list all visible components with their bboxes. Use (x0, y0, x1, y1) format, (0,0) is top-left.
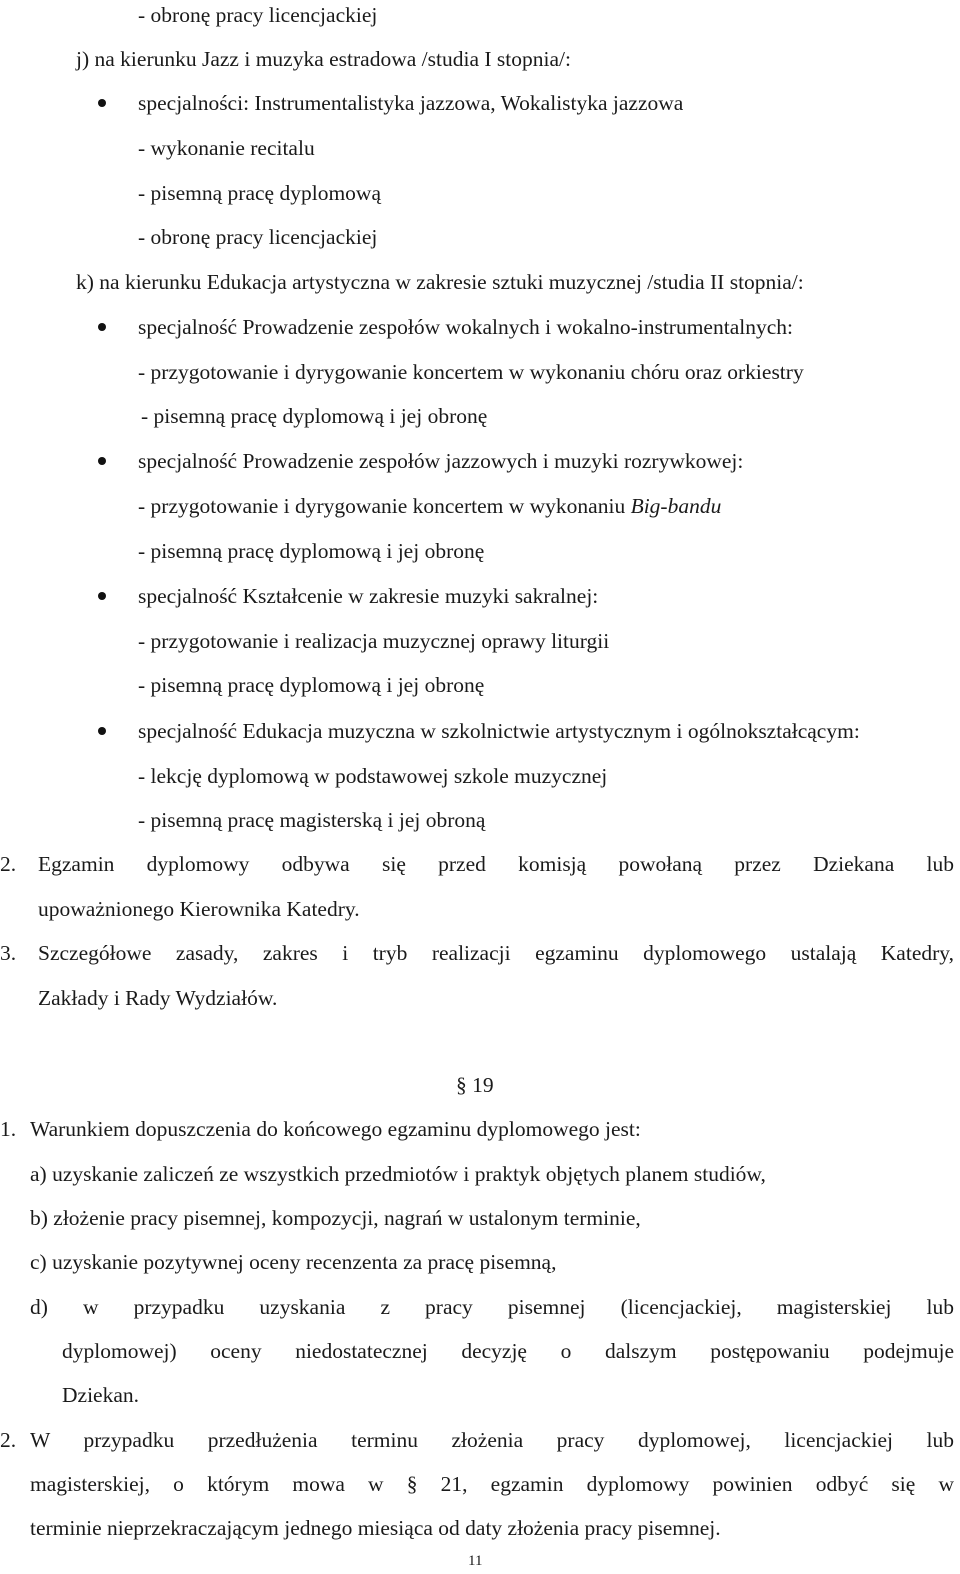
list-line: - pisemną pracę dyplomową i jej obronę (138, 673, 485, 697)
specialization-line: specjalność Prowadzenie zespołów jazzowych i muzyki rozrywkowej: (138, 449, 744, 473)
section-heading-k: k) na kierunku Edukacja artystyczna w zakresie sztuki muzycznej /studia II stopnia/: (76, 270, 804, 294)
page-number: 11 (468, 1553, 483, 1569)
italic-term: Big-bandu (630, 494, 722, 518)
list-line: - pisemną pracę dyplomową (138, 181, 381, 205)
paragraph-line: W przypadku przedłużenia terminu złożenia pracy dyplomowej, licencjackiej lub (30, 1428, 954, 1452)
paragraph-line: Egzamin dyplomowy odbywa się przed komisją powołaną przez Dziekana lub (38, 852, 954, 876)
list-item-a: a) uzyskanie zaliczeń ze wszystkich przedmiotów i praktyk objętych planem studiów, (30, 1162, 766, 1186)
specialization-line: specjalność Kształcenie w zakresie muzyki sakralnej: (138, 584, 599, 608)
bullet-icon (98, 592, 106, 600)
bullet-icon (98, 727, 106, 735)
paragraph-line: Szczegółowe zasady, zakres i tryb realizacji egzaminu dyplomowego ustalają Katedry, (38, 941, 954, 965)
list-item-d: d) w przypadku uzyskania z pracy pisemnej (licencjackiej, magisterskiej lub (30, 1295, 954, 1319)
list-item-b: b) złożenie pracy pisemnej, kompozycji, nagrań w ustalonym terminie, (30, 1206, 641, 1230)
paragraph-line: Zakłady i Rady Wydziałów. (38, 986, 278, 1010)
paragraph-line: magisterskiej, o którym mowa w § 21, egzamin dyplomowy powinien odbyć się w (30, 1472, 954, 1496)
bullet-icon (98, 99, 106, 107)
specialization-line: specjalność Prowadzenie zespołów wokalnych i wokalno-instrumentalnych: (138, 315, 793, 339)
list-line: - wykonanie recitalu (138, 136, 315, 160)
paragraph-line: Warunkiem dopuszczenia do końcowego egzaminu dyplomowego jest: (30, 1117, 641, 1141)
paragraph-line: upoważnionego Kierownika Katedry. (38, 897, 360, 921)
paragraph-number: 2. (0, 852, 17, 876)
list-line: - pisemną pracę dyplomową i jej obronę (138, 539, 485, 563)
specialization-line: specjalność Edukacja muzyczna w szkolnictwie artystycznym i ogólnokształcącym: (138, 719, 860, 743)
specialization-line: specjalności: Instrumentalistyka jazzowa, Wokalistyka jazzowa (138, 91, 684, 115)
paragraph-number: 1. (0, 1117, 17, 1141)
paragraph-number: 2. (0, 1428, 17, 1452)
bullet-icon (98, 457, 106, 465)
list-item-c: c) uzyskanie pozytywnej oceny recenzenta za pracę pisemną, (30, 1250, 557, 1274)
list-line: - pisemną pracę dyplomową i jej obronę (141, 404, 488, 428)
paragraph-number: 3. (0, 941, 17, 965)
section-title: § 19 (456, 1073, 494, 1097)
list-item-d-continuation: Dziekan. (62, 1383, 140, 1407)
paragraph-line: terminie nieprzekraczającym jednego miesiąca od daty złożenia pracy pisemnej. (30, 1516, 721, 1540)
list-line: - przygotowanie i dyrygowanie koncertem w wykonaniu chóru oraz orkiestry (138, 360, 804, 384)
list-line: - pisemną pracę magisterską i jej obroną (138, 808, 486, 832)
list-line: - obronę pracy licencjackiej (138, 225, 378, 249)
bullet-icon (98, 323, 106, 331)
list-line (138, 493, 721, 519)
list-line-text: - przygotowanie i dyrygowanie koncertem w wykonaniu (138, 494, 631, 518)
list-line: - obronę pracy licencjackiej (138, 3, 378, 27)
section-heading-j: j) na kierunku Jazz i muzyka estradowa /studia I stopnia/: (76, 47, 571, 71)
list-line: - przygotowanie i realizacja muzycznej oprawy liturgii (138, 629, 610, 653)
list-item-d-continuation: dyplomowej) oceny niedostatecznej decyzję o dalszym postępowaniu podejmuje (62, 1339, 954, 1363)
list-line: - lekcję dyplomową w podstawowej szkole muzycznej (138, 764, 608, 788)
